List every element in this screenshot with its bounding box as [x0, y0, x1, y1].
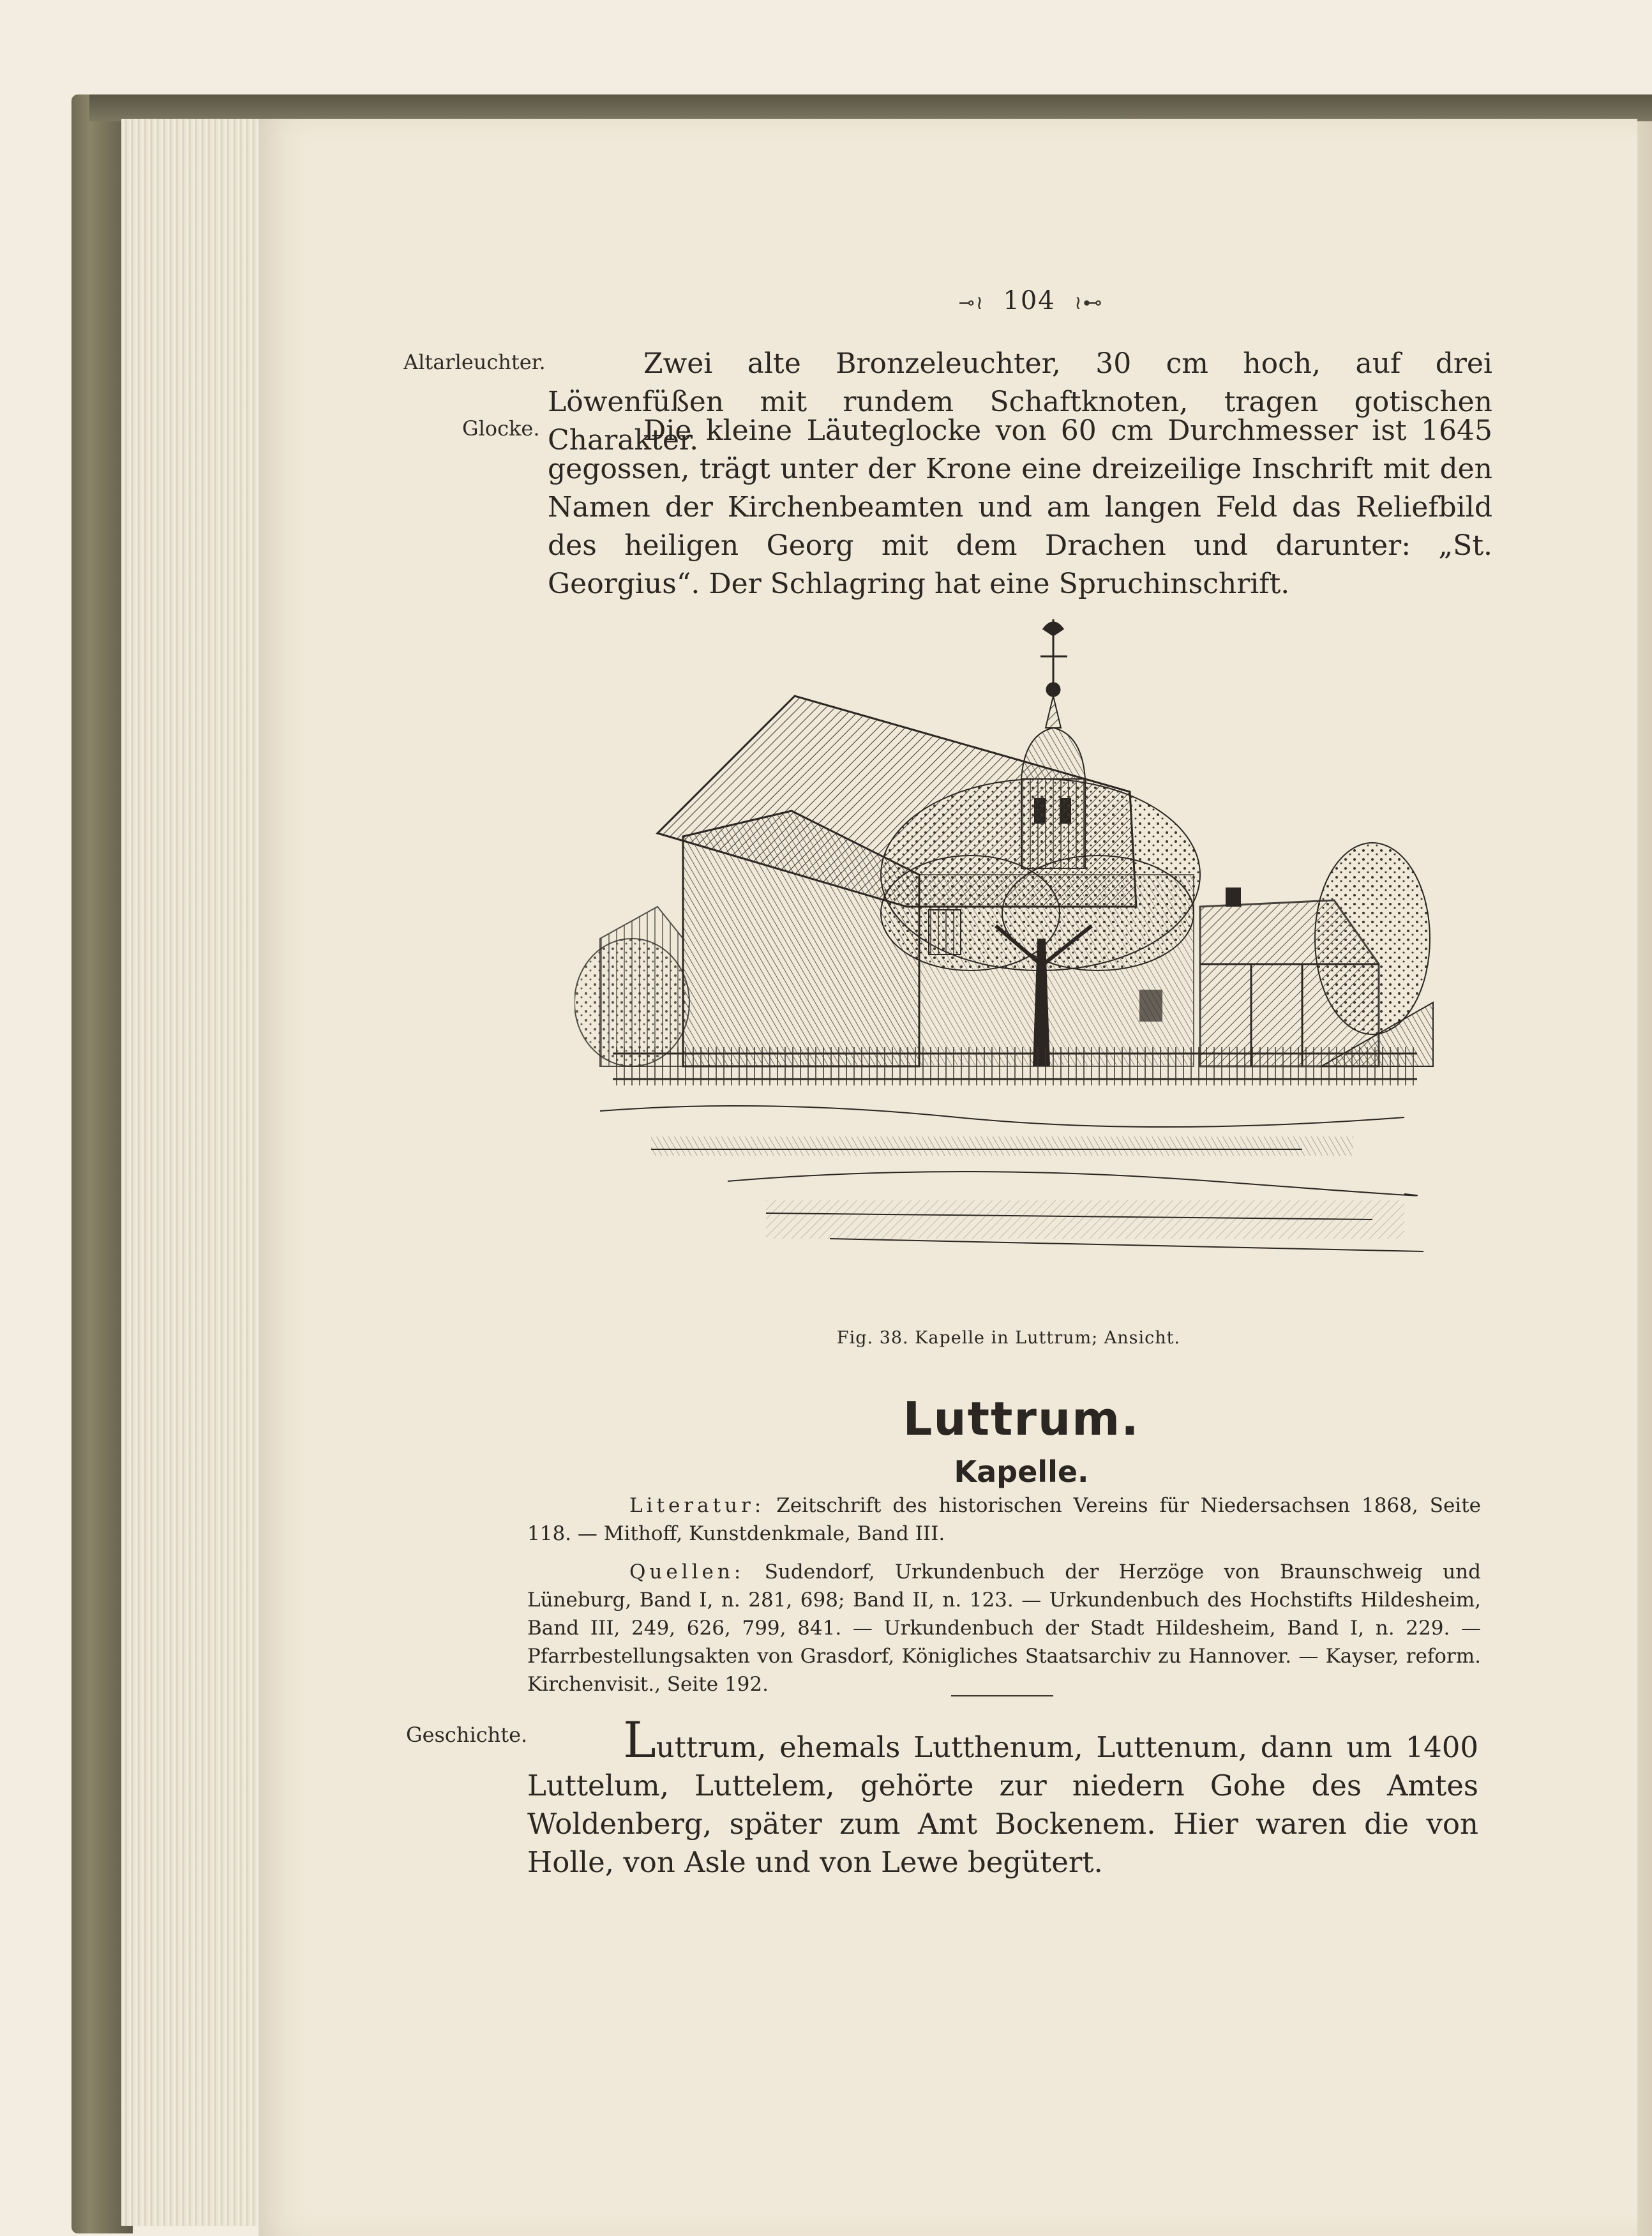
weathervane [1040, 619, 1067, 696]
quellen-label: Quellen: [629, 1560, 745, 1583]
divider-rule [951, 1695, 1053, 1696]
paragraph-glocke-text: Die kleine Läuteglocke von 60 cm Durchmesser ist 1645 gegossen, trägt unter der Krone eine dreizeilige Inschrift mit den Namen der Kirchenbeamten und am langen Feld das Reliefbild des heiligen Georg mit dem Drachen und darunter: „St. Georgius“. Der Schlagring hat eine Spruchinschrift. [548, 414, 1492, 600]
quellen-paragraph [527, 1558, 1481, 1698]
paragraph-altarleuchter-text: Zwei alte Bronzeleuchter, 30 cm hoch, auf drei Löwenfüßen mit rundem Schaftknoten, tragen gotischen Charakter. [548, 347, 1492, 457]
paragraph-geschichte [527, 1712, 1478, 1882]
paragraph-glocke [548, 412, 1492, 603]
ornament-left-icon: ⊸≀ [958, 292, 984, 314]
quellen-text: Sudendorf, Urkundenbuch der Herzöge von Braunschweig und Lüneburg, Band I, n. 281, 698; Band II, n. 123. — Urkundenbuch des Hochstifts Hildesheim, Band III, 249, 626, 799, 841. — Urkundenbuch der Stadt Hildesheim, Band I, n. 229. — Pfarrbestellungsakten von Grasdorf, Königliches Staatsarchiv zu Hannover. — Kayser, reform. Kirchenvisit., Seite 192. [527, 1560, 1481, 1696]
chapel-illustration [574, 607, 1449, 1309]
page-number: 104 [1003, 286, 1056, 315]
dropcap-letter: L [623, 1712, 656, 1769]
section-title: Luttrum. [903, 1392, 1140, 1446]
page-edges [121, 119, 260, 2226]
literatur-text: Zeitschrift des historischen Vereins für Niedersachsen 1868, Seite 118. — Mithoff, Kunstdenkmale, Band III. [527, 1494, 1482, 1545]
margin-label-altarleuchter: Altarleuchter. [403, 350, 546, 374]
page-number-line [929, 286, 1133, 315]
literatur-paragraph [527, 1492, 1481, 1548]
literatur-label: Literatur: [629, 1494, 765, 1517]
ornament-right-icon: ≀⊷ [1074, 292, 1104, 314]
paragraph-geschichte-text: uttrum, ehemals Lutthenum, Luttenum, dann um 1400 Luttelum, Luttelem, gehörte zur niedern Gohe des Amtes Woldenberg, später zum Amt Bockenem. Hier waren die von Holle, von Asle und von Lewe begütert. [527, 1730, 1478, 1879]
book-cover-top [89, 94, 1652, 121]
margin-label-glocke: Glocke. [462, 416, 540, 441]
figure-caption: Fig. 38. Kapelle in Luttrum; Ansicht. [836, 1328, 1181, 1348]
section-subtitle: Kapelle. [954, 1454, 1089, 1489]
margin-label-geschichte: Geschichte. [406, 1723, 528, 1747]
